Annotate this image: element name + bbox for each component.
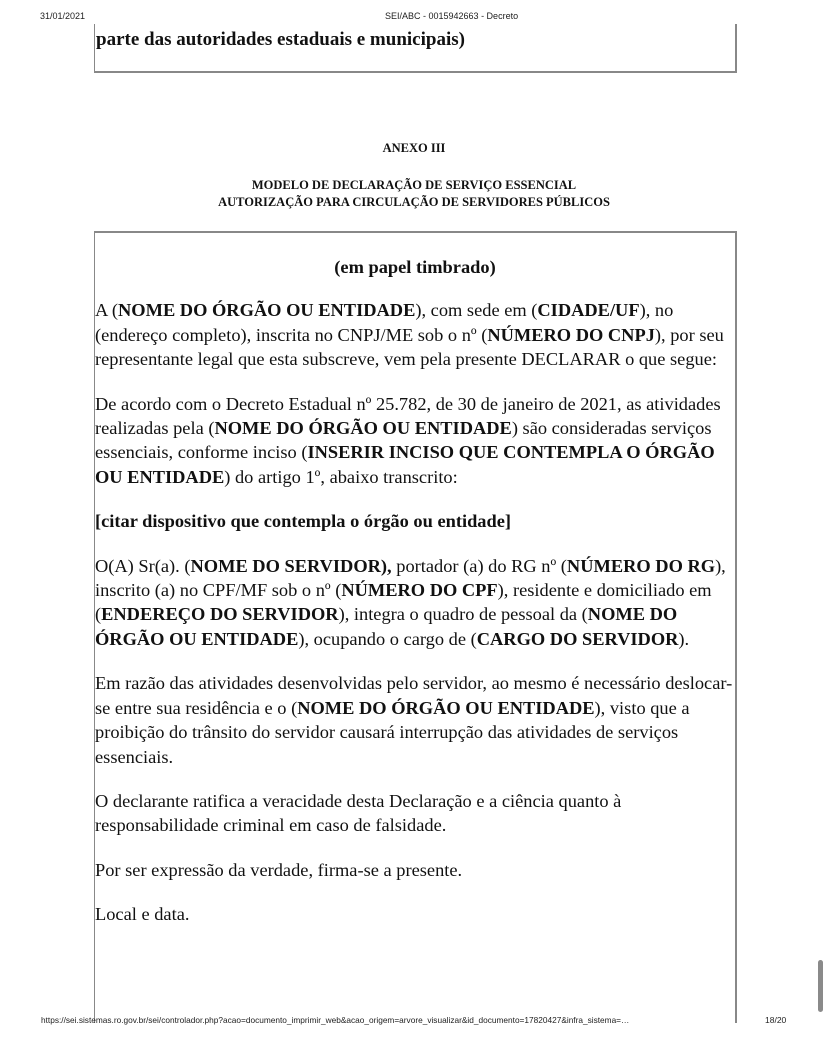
text: ), residente e domiciliado em ( bbox=[95, 580, 712, 625]
placeholder-address: ENDEREÇO DO SERVIDOR bbox=[101, 604, 339, 625]
text: ), no (endereço completo), inscrita no CNPJ/ME sob o nº ( bbox=[95, 300, 674, 345]
print-date: 31/01/2021 bbox=[40, 11, 86, 21]
text: portador (a) do RG nº ( bbox=[391, 555, 567, 576]
paragraph-decree bbox=[95, 392, 735, 490]
annex-subtitle-line2: AUTORIZAÇÃO PARA CIRCULAÇÃO DE SERVIDORES PÚBLICOS bbox=[218, 195, 610, 209]
letterhead-note: (em papel timbrado) bbox=[334, 257, 496, 277]
text: ), integra o quadro de pessoal da ( bbox=[338, 604, 588, 625]
annex-subtitle-line1: MODELO DE DECLARAÇÃO DE SERVIÇO ESSENCIAL bbox=[251, 178, 577, 192]
paragraph-place-date: Local e data. bbox=[95, 904, 190, 925]
text: ). bbox=[678, 628, 690, 649]
paragraph-truth: Por ser expressão da verdade, firma-se a presente. bbox=[95, 859, 463, 880]
text: ), inscrito (a) no CPF/MF sob o nº ( bbox=[95, 555, 726, 601]
annex-subtitle bbox=[0, 177, 828, 211]
print-footer-url: https://sei.sistemas.ro.gov.br/sei/controlador.php?acao=documento_imprimir_web&acao_origem=arvore_visualizar&id_documento=17820427&infra_sistema=… bbox=[41, 1015, 630, 1025]
paragraph-declarant bbox=[95, 298, 735, 371]
placeholder-org-name: NOME DO ÓRGÃO OU ENTIDADE bbox=[95, 604, 678, 649]
placeholder-position: CARGO DO SERVIDOR bbox=[476, 628, 679, 649]
text: ), visto que a proibição do trânsito do servidor causará interrupção das atividades de serviços essenciais. bbox=[95, 697, 690, 767]
placeholder-servant-name: NOME DO SERVIDOR), bbox=[190, 555, 392, 576]
placeholder-org-name: NOME DO ÓRGÃO OU ENTIDADE bbox=[214, 418, 512, 439]
page-number: 18/20 bbox=[765, 1015, 787, 1025]
text: ), ocupando o cargo de ( bbox=[298, 628, 477, 649]
paragraph-cite-provision bbox=[95, 509, 735, 533]
placeholder-org-name: NOME DO ÓRGÃO OU ENTIDADE bbox=[297, 697, 595, 718]
text: ) do artigo 1º, abaixo transcrito: bbox=[224, 466, 458, 487]
text: O(A) Sr(a). ( bbox=[95, 555, 191, 576]
paragraph-servant bbox=[95, 554, 735, 652]
text: ), por seu representante legal que esta subscreve, vem pela presente DECLARAR o que segue: bbox=[95, 324, 724, 370]
placeholder-inciso: INSERIR INCISO QUE CONTEMPLA O ÓRGÃO OU ENTIDADE bbox=[95, 442, 715, 487]
text: Em razão das atividades desenvolvidas pelo servidor, ao mesmo é necessário deslocar-se entre sua residência e o ( bbox=[95, 673, 733, 718]
declaration-form bbox=[95, 255, 735, 947]
paragraph-ratification: O declarante ratifica a veracidade desta Declaração e a ciência quanto à responsabilidade criminal em caso de falsidade. bbox=[95, 790, 622, 836]
placeholder-org-name: NOME DO ÓRGÃO OU ENTIDADE bbox=[118, 300, 416, 321]
placeholder-cpf: NÚMERO DO CPF bbox=[341, 580, 498, 601]
placeholder-rg: NÚMERO DO RG bbox=[566, 555, 716, 576]
annex-title: ANEXO III bbox=[382, 141, 446, 155]
text: ), com sede em ( bbox=[415, 300, 538, 321]
scrollbar-thumb[interactable] bbox=[818, 960, 823, 1012]
text: A ( bbox=[95, 300, 118, 321]
cite-provision: [citar dispositivo que contempla o órgão ou entidade] bbox=[95, 511, 512, 532]
text: De acordo com o Decreto Estadual nº 25.782, de 30 de janeiro de 2021, as atividades realizadas pela ( bbox=[95, 393, 721, 439]
placeholder-cnpj: NÚMERO DO CNPJ bbox=[487, 324, 655, 345]
previous-box-text: parte das autoridades estaduais e municipais) bbox=[96, 29, 465, 50]
print-header-title: SEI/ABC - 0015942663 - Decreto bbox=[385, 11, 519, 21]
paragraph-justification bbox=[95, 671, 735, 769]
placeholder-city: CIDADE/UF bbox=[537, 300, 640, 321]
text: ) são consideradas serviços essenciais, conforme inciso ( bbox=[95, 418, 712, 463]
